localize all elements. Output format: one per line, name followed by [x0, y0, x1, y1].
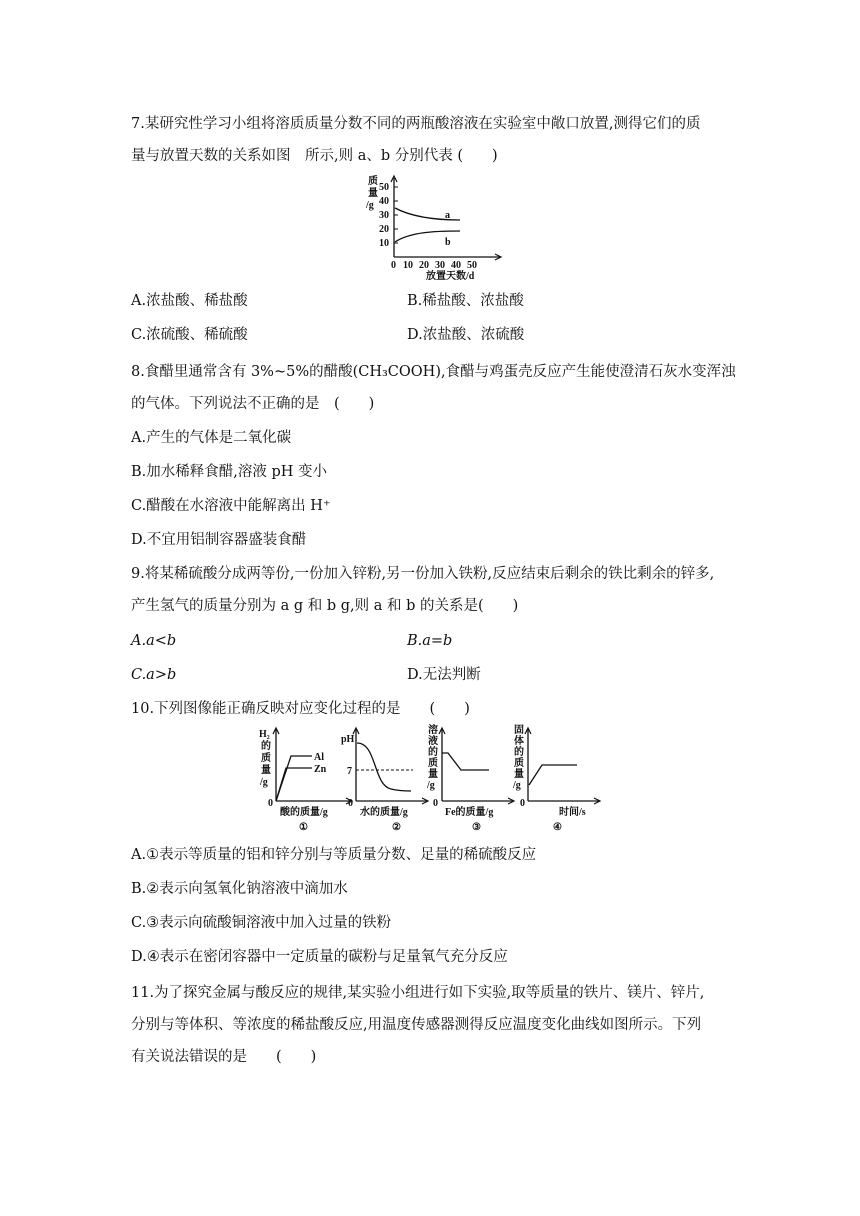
q10-graph-3 [426, 723, 514, 833]
q8-option-b: B.加水稀释食醋,溶液 pH 变小 [131, 464, 328, 480]
g4-ylabel-6: /g [513, 780, 521, 791]
q8-option-d: D.不宜用铝制容器盛装食醋 [131, 532, 307, 548]
q7-xticks [391, 260, 477, 271]
q9-stem-line1: 9.将某稀硫酸分成两等份,一份加入锌粉,另一份加入铁粉,反应结束后剩余的铁比剩余的锌多, [131, 566, 715, 582]
g1-ylabel-2: 的 [261, 741, 271, 752]
q10-graph-4 [512, 723, 600, 833]
q7-xtick-0: 0 [391, 260, 396, 271]
g1-zero: 0 [268, 798, 273, 809]
g2-curve [357, 743, 411, 791]
q7-ytick-30: 30 [379, 210, 389, 221]
q11-stem-line1: 11.为了探究金属与酸反应的规律,某实验小组进行如下实验,取等质量的铁片、镁片、锌片, [131, 985, 705, 1001]
g1-curve-al [276, 756, 312, 801]
q7-ylabel-2: 量 [368, 188, 378, 199]
q7-stem-line1: 7.某研究性学习小组将溶质质量分数不同的两瓶酸溶液在实验室中敞口放置,测得它们的质 [131, 116, 701, 132]
g1-label-zn: Zn [314, 764, 327, 775]
g3-ylabel-6: /g [427, 780, 435, 791]
q7-label-a: a [445, 210, 450, 221]
q7-label-b: b [445, 237, 451, 248]
g2-zero: 0 [348, 798, 353, 809]
g3-zero: 0 [433, 798, 438, 809]
q7-ytick-40: 40 [379, 196, 389, 207]
q8-option-c: C.醋酸在水溶液中能解离出 H⁺ [131, 498, 331, 514]
q10-graph-1 [259, 728, 352, 833]
q8-option-a: A.产生的气体是二氧化碳 [131, 430, 292, 446]
q9-option-a: A.a<b [131, 633, 177, 649]
q10-figures [255, 723, 605, 835]
q7-ylabel-3: /g [366, 200, 374, 211]
g1-number: ① [299, 822, 308, 833]
q10-option-b: B.②表示向氢氧化钠溶液中滴加水 [131, 881, 348, 897]
g1-ylabel-5: /g [260, 777, 268, 788]
q10-option-a: A.①表示等质量的铝和锌分别与等质量分数、足量的稀硫酸反应 [131, 847, 537, 863]
q7-xtick-10: 10 [403, 260, 413, 271]
g1-label-al: Al [314, 752, 324, 763]
q7-xtick-20: 20 [419, 260, 429, 271]
g1-curve-zn [276, 768, 312, 801]
q10-option-c: C.③表示向硫酸铜溶液中加入过量的铁粉 [131, 915, 392, 931]
q9-option-d: D.无法判断 [407, 667, 481, 683]
q7-ytick-50: 50 [379, 182, 389, 193]
g4-ylabel-3: 的 [514, 747, 524, 758]
g1-ylabel-4: 量 [261, 765, 271, 776]
q8-stem-line2: 的气体。下列说法不正确的是 ( ) [131, 396, 375, 412]
g3-xlabel: Fe的质量/g [445, 807, 494, 818]
q7-option-b: B.稀盐酸、浓盐酸 [407, 293, 524, 309]
q7-ytick-20: 20 [379, 224, 389, 235]
q7-option-d: D.浓盐酸、浓硫酸 [407, 327, 525, 343]
g2-number: ② [392, 822, 401, 833]
q9-option-b: B.a=b [407, 633, 453, 649]
q7-ytick-10: 10 [379, 238, 389, 249]
q11-stem-line2: 分别与等体积、等浓度的稀盐酸反应,用温度传感器测得反应温度变化曲线如图所示。下列 [131, 1017, 702, 1033]
q7-xtick-40: 40 [451, 260, 461, 271]
q7-xtick-50: 50 [467, 260, 477, 271]
q7-xtick-30: 30 [435, 260, 445, 271]
q9-option-c: C.a>b [131, 667, 177, 683]
g2-tick-7: 7 [347, 766, 352, 777]
g4-ylabel-4: 质 [514, 758, 524, 769]
g3-number: ③ [472, 822, 481, 833]
g2-ylabel: pH [341, 734, 355, 745]
g2-xlabel: 水的质量/g [360, 807, 408, 818]
q7-ylabel-1: 质 [368, 176, 378, 187]
g4-number: ④ [553, 822, 562, 833]
g4-curve [529, 765, 577, 785]
q7-curve-a [395, 208, 460, 220]
g3-ylabel-2: 液 [428, 736, 438, 747]
g3-ylabel-5: 量 [428, 769, 438, 780]
g3-ylabel-3: 的 [428, 747, 438, 758]
q7-stem-line2: 量与放置天数的关系如图 所示,则 a、b 分别代表 ( ) [131, 148, 498, 164]
q9-stem-line2: 产生氢气的质量分别为 a g 和 b g,则 a 和 b 的关系是( ) [131, 598, 519, 614]
g4-ylabel-5: 量 [514, 769, 524, 780]
q7-option-c: C.浓硫酸、稀硫酸 [131, 327, 248, 343]
g3-ylabel-4: 质 [428, 758, 438, 769]
q8-stem-line1: 8.食醋里通常含有 3%~5%的醋酸(CH₃COOH),食醋与鸡蛋壳反应产生能使澄清石灰水变浑浊 [131, 364, 736, 380]
q7-figure [360, 172, 510, 280]
q7-yticks [379, 182, 389, 249]
g3-curve [442, 753, 489, 770]
g4-xlabel: 时间/s [559, 807, 586, 818]
q10-option-d: D.④表示在密闭容器中一定质量的碳粉与足量氧气充分反应 [131, 949, 508, 965]
q7-option-a: A.浓盐酸、稀盐酸 [131, 293, 248, 309]
q10-stem: 10.下列图像能正确反映对应变化过程的是 ( ) [131, 701, 470, 717]
q7-xlabel: 放置天数/d [426, 271, 475, 280]
g4-zero: 0 [520, 798, 525, 809]
g4-ylabel-2: 体 [514, 736, 524, 747]
g1-ylabel-1: H₂ [259, 729, 270, 740]
g4-ylabel-1: 固 [514, 725, 524, 736]
g3-ylabel-1: 溶 [428, 725, 438, 736]
q10-graph-2 [341, 728, 428, 833]
g1-xlabel: 酸的质量/g [280, 807, 328, 818]
g1-ylabel-3: 质 [261, 753, 271, 764]
q11-stem-line3: 有关说法错误的是 ( ) [131, 1049, 317, 1065]
